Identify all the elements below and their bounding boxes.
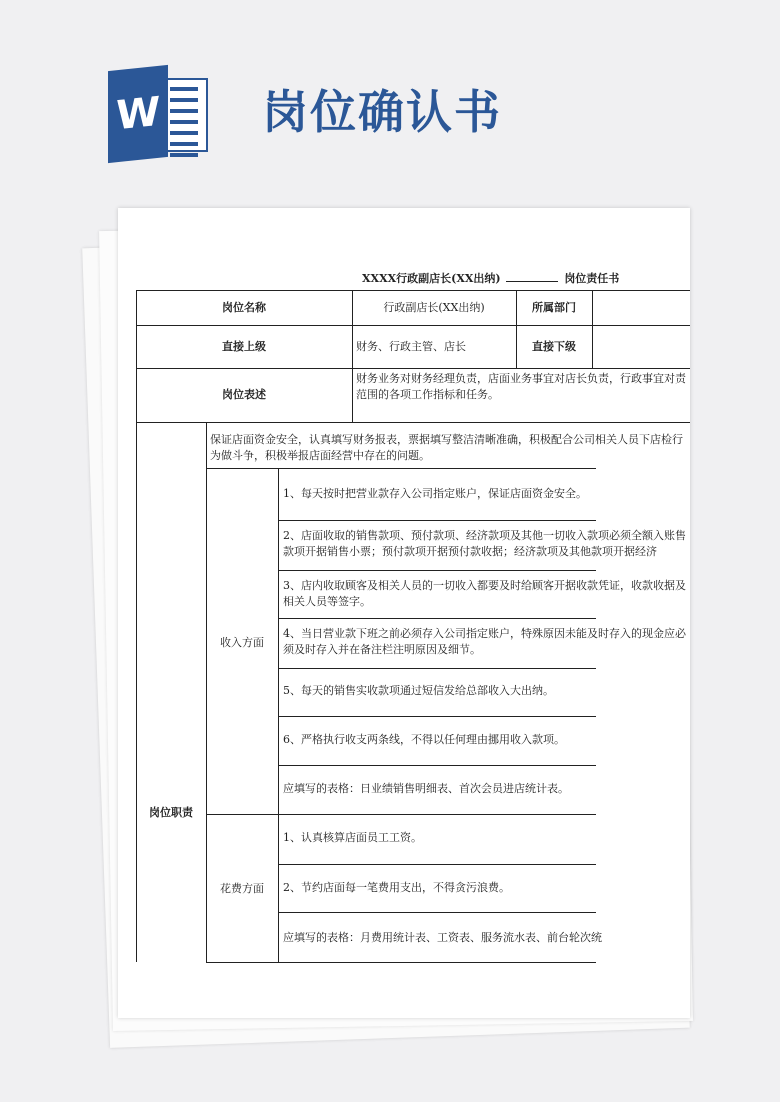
income-item: 5、每天的销售实收款项通过短信发给总部收入大出纳。: [283, 684, 554, 697]
post-name-value: 行政副店长(XX出纳): [383, 300, 485, 314]
col-divider: [352, 368, 353, 422]
expense-item: 应填写的表格：月费用统计表、工资表、服务流水表、前台轮次统: [283, 931, 602, 944]
row-divider: [278, 912, 596, 913]
department-label: 所属部门: [532, 300, 576, 314]
row-divider: [278, 520, 596, 521]
duties-summary: 保证店面资金安全，认真填写财务报表，票据填写整洁清晰准确，积极配合公司相关人员下店检行为做斗争，积极举报店面经营中存在的问题。: [210, 433, 683, 462]
post-name-label: 岗位名称: [222, 300, 266, 314]
superior-label: 直接上级: [222, 339, 266, 353]
heading-blank: [506, 281, 558, 282]
row-divider: [206, 468, 596, 469]
income-item: 应填写的表格：日业绩销售明细表、首次会员进店统计表。: [283, 782, 569, 795]
description-label: 岗位表述: [222, 388, 266, 401]
income-item: 4、当日营业款下班之前必须存入公司指定账户，特殊原因未能及时存入的现金应必须及时存入并在备注栏注明原因及细节。: [283, 627, 686, 656]
expense-item: 2、节约店面每一笔费用支出，不得贪污浪费。: [283, 881, 510, 894]
expense-label: 花费方面: [220, 882, 264, 895]
row-divider: [206, 962, 596, 963]
description-value: 财务业务对财务经理负责，店面业务事宜对店长负责，行政事宜对责范围的各项工作指标和任务。: [356, 372, 686, 401]
header: [0, 0, 780, 190]
row-divider: [136, 368, 690, 369]
row-divider: [278, 668, 596, 669]
duties-label: 岗位职责: [149, 806, 193, 819]
col-divider: [278, 468, 279, 962]
page-title: 岗位确认书: [262, 85, 502, 139]
row-divider: [278, 864, 596, 865]
expense-item: 1、认真核算店面员工工资。: [283, 831, 422, 844]
subordinate-label: 直接下级: [532, 339, 576, 353]
superior-value: 财务、行政主管、店长: [356, 340, 466, 353]
heading-prefix: XXXX行政副店长(XX出纳): [362, 272, 501, 285]
income-item: 2、店面收取的销售款项、预付款项、经济款项及其他一切收入款项必须全额入账售款项开据销售小票；预付款项开据预付款收据；经济款项及其他款项开据经济: [283, 529, 686, 558]
logo-letter: W: [108, 65, 168, 163]
word-logo-icon: [108, 68, 208, 160]
row-divider: [278, 765, 596, 766]
row-divider: [206, 814, 596, 815]
row-divider: [278, 716, 596, 717]
income-item: 6、严格执行收支两条线，不得以任何理由挪用收入款项。: [283, 733, 565, 746]
col-divider: [592, 290, 593, 368]
row-divider: [278, 618, 596, 619]
row-divider: [278, 570, 596, 571]
income-item: 1、每天按时把营业款存入公司指定账户，保证店面资金安全。: [283, 487, 587, 500]
row-divider: [136, 422, 690, 423]
income-item: 3、店内收取顾客及相关人员的一切收入都要及时给顾客开据收款凭证，收款收据及相关人员等签字。: [283, 579, 686, 608]
document-heading: [362, 270, 619, 286]
document-page: [118, 208, 690, 1018]
income-label: 收入方面: [220, 636, 264, 649]
heading-suffix: 岗位责任书: [564, 272, 620, 285]
